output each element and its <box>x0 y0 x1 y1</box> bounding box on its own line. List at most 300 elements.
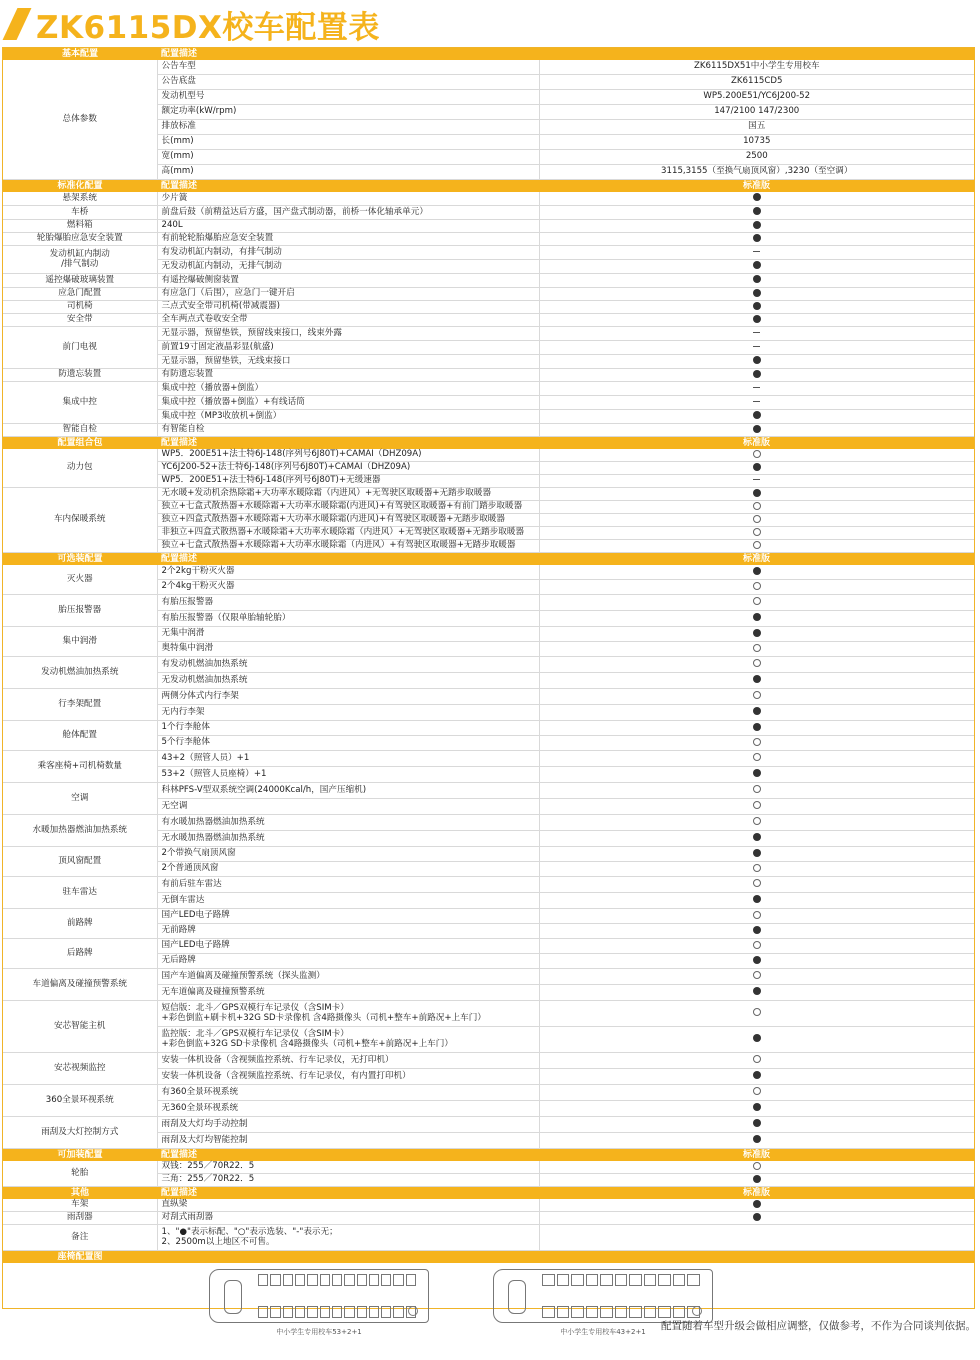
seat-row-bottom <box>258 1306 416 1318</box>
open-circle-icon <box>753 450 761 458</box>
row-description: 有智能自检 <box>157 424 539 437</box>
row-description: 科林PFS-V型双系统空调(24000Kcal/h，国产压缩机) <box>157 783 539 799</box>
row-group-label: 雨刮器 <box>3 1212 157 1225</box>
open-circle-icon <box>753 879 761 887</box>
row-group-label: 车架 <box>3 1199 157 1212</box>
dash-icon <box>753 251 760 252</box>
open-circle-icon <box>753 911 761 919</box>
row-standard-value <box>539 233 974 246</box>
open-circle-icon <box>753 582 761 590</box>
table-row <box>3 369 974 382</box>
row-standard-value <box>539 301 974 314</box>
filled-circle-icon <box>753 956 761 964</box>
row-description: 无发动机缸内制动，无排气制动 <box>157 260 539 274</box>
filled-circle-icon <box>753 356 761 364</box>
row-description: 无集中润滑 <box>157 627 539 642</box>
row-description: 无后路牌 <box>157 954 539 969</box>
row-standard-value <box>539 689 974 705</box>
row-standard-value <box>539 192 974 206</box>
row-standard-value <box>539 396 974 410</box>
row-standard-value <box>539 893 974 909</box>
open-circle-icon <box>753 753 761 761</box>
row-standard-value <box>539 369 974 382</box>
page-title <box>2 4 380 44</box>
section-std-header: 标准版 <box>539 1187 974 1200</box>
row-group-label: 防遗忘装置 <box>3 369 157 382</box>
row-standard-value: 3115,3155（至换气扇顶风窗）,3230（至空调） <box>539 165 974 180</box>
open-circle-icon <box>753 1055 761 1063</box>
row-description: 集成中控（MP3收放机+倒监） <box>157 410 539 424</box>
row-description: 1、"●"表示标配、"○"表示选装、"-"表示无； 2、2500m以上地区不可售。 <box>157 1225 539 1251</box>
row-group-label: 发动机缸内制动 /排气制动 <box>3 246 157 274</box>
table-row <box>3 314 974 327</box>
row-description: 独立+七盒式散热器+水暖除霜+大功率水暖除霜（内进风）+有驾驶区取暖器+无踏步取暖器 <box>157 540 539 553</box>
filled-circle-icon <box>753 833 761 841</box>
filled-circle-icon <box>753 302 761 310</box>
section-std-header: 标准版 <box>539 553 974 566</box>
open-circle-icon <box>753 864 761 872</box>
row-description: 三点式安全带司机椅(带减震器) <box>157 301 539 314</box>
row-description: 240L <box>157 220 539 233</box>
row-group-label: 应急门配置 <box>3 288 157 301</box>
row-description: 无倒车雷达 <box>157 893 539 909</box>
row-standard-value <box>539 595 974 611</box>
section-desc-header: 配置描述 <box>157 437 539 450</box>
row-group-label: 安芯视频监控 <box>3 1053 157 1085</box>
row-description: 有防遗忘装置 <box>157 369 539 382</box>
table-row <box>3 1117 974 1133</box>
row-description: 有胎压报警器 <box>157 595 539 611</box>
row-standard-value <box>539 642 974 657</box>
filled-circle-icon <box>753 895 761 903</box>
row-description: YC6J200-52+法士特6J-148(序列号6J80T)+CAMAⅠ（DHZ09A) <box>157 462 539 475</box>
door-icon <box>408 1306 418 1316</box>
footer-note: 配置随着车型升级会做相应调整，仅做参考，不作为合同谈判依据。 <box>661 1320 976 1332</box>
table-row <box>3 1001 974 1027</box>
table-row <box>3 751 974 767</box>
row-standard-value <box>539 206 974 220</box>
row-standard-value <box>539 540 974 553</box>
row-standard-value <box>539 341 974 355</box>
row-description: 公告底盘 <box>157 75 539 90</box>
seat-layout-caption-1: 中小学生专用校车53+2+1 <box>276 1328 362 1336</box>
dash-icon <box>753 401 760 402</box>
row-group-label: 智能自检 <box>3 424 157 437</box>
row-group-label: 备注 <box>3 1225 157 1251</box>
row-standard-value <box>539 327 974 341</box>
filled-circle-icon <box>753 1175 761 1183</box>
table-row <box>3 1053 974 1069</box>
row-standard-value <box>539 260 974 274</box>
row-description: WP5．200E51+法士特6J-148(序列号6J80T)+CAMAⅠ（DHZ09A) <box>157 449 539 462</box>
table-row <box>3 877 974 893</box>
row-description: 前置19寸固定液晶彩显(航盛) <box>157 341 539 355</box>
row-description: 2个带换气扇顶风窗 <box>157 847 539 862</box>
table-row <box>3 206 974 220</box>
table-row <box>3 1161 974 1174</box>
row-description: WP5．200E51+法士特6J-148(序列号6J80T)+无缓速器 <box>157 475 539 488</box>
table-row <box>3 288 974 301</box>
filled-circle-icon <box>753 234 761 242</box>
section-std-header: 标准版 <box>539 180 974 193</box>
row-description: 无发动机燃油加热系统 <box>157 673 539 689</box>
row-standard-value <box>539 382 974 396</box>
section-header <box>3 437 974 450</box>
filled-circle-icon <box>753 1071 761 1079</box>
filled-circle-icon <box>753 1119 761 1127</box>
table-row <box>3 939 974 954</box>
open-circle-icon <box>753 541 761 549</box>
row-description: 对刮式雨刮器 <box>157 1212 539 1225</box>
section-header <box>3 1187 974 1200</box>
row-description: 2个普通顶风窗 <box>157 862 539 877</box>
filled-circle-icon <box>753 370 761 378</box>
row-description: 有发动机缸内制动，有排气制动 <box>157 246 539 260</box>
row-group-label: 动力包 <box>3 449 157 488</box>
table-row <box>3 721 974 736</box>
filled-circle-icon <box>753 849 761 857</box>
row-description: 直纵梁 <box>157 1199 539 1212</box>
row-description: 安装一体机设备（含视频监控系统、行车记录仪，有内置打印机） <box>157 1069 539 1085</box>
row-description: 奥特集中润滑 <box>157 642 539 657</box>
row-group-label: 轮胎爆胎应急安全装置 <box>3 233 157 246</box>
section-desc-header: 配置描述 <box>157 553 539 566</box>
row-description: 2个4kg干粉灭火器 <box>157 580 539 595</box>
row-group-label: 遥控爆破玻璃装置 <box>3 274 157 288</box>
row-standard-value <box>539 611 974 627</box>
row-standard-value <box>539 783 974 799</box>
row-standard-value <box>539 475 974 488</box>
row-standard-value: ZK6115CD5 <box>539 75 974 90</box>
row-description: 安装一体机设备（含视频监控系统、行车记录仪，无打印机） <box>157 1053 539 1069</box>
row-standard-value <box>539 767 974 783</box>
row-standard-value <box>539 969 974 985</box>
section-desc-header: 配置描述 <box>157 1149 539 1162</box>
section-desc-header: 配置描述 <box>157 1187 539 1200</box>
dash-icon <box>753 346 760 347</box>
row-group-label: 水暖加热器燃油加热系统 <box>3 815 157 847</box>
table-row <box>3 969 974 985</box>
section-title: 标准化配置 <box>3 180 157 193</box>
open-circle-icon <box>753 528 761 536</box>
section-header <box>3 180 974 193</box>
section-std-header: 标准版 <box>539 1149 974 1162</box>
bus-layout-53 <box>209 1269 429 1323</box>
row-description: 雨刮及大灯均手动控制 <box>157 1117 539 1133</box>
row-standard-value <box>539 877 974 893</box>
row-standard-value <box>539 657 974 673</box>
open-circle-icon <box>753 785 761 793</box>
row-group-label: 乘客座椅+司机椅数量 <box>3 751 157 783</box>
row-group-label: 司机椅 <box>3 301 157 314</box>
row-standard-value <box>539 1199 974 1212</box>
row-standard-value <box>539 449 974 462</box>
row-standard-value <box>539 1085 974 1101</box>
row-standard-value <box>539 274 974 288</box>
row-standard-value <box>539 909 974 924</box>
row-description: 额定功率(kW/rpm) <box>157 105 539 120</box>
row-description: 无空调 <box>157 799 539 815</box>
row-description: 有360全景环视系统 <box>157 1085 539 1101</box>
row-standard-value <box>539 1053 974 1069</box>
filled-circle-icon <box>753 987 761 995</box>
filled-circle-icon <box>753 1200 761 1208</box>
row-standard-value <box>539 527 974 540</box>
row-standard-value <box>539 799 974 815</box>
section-title: 座椅配置图 <box>3 1251 157 1264</box>
table-row <box>3 1199 974 1212</box>
row-description: 全车两点式卷收安全带 <box>157 314 539 327</box>
row-group-label: 前门电视 <box>3 327 157 369</box>
filled-circle-icon <box>753 629 761 637</box>
open-circle-icon <box>753 738 761 746</box>
open-circle-icon <box>753 691 761 699</box>
row-description: 发动机型号 <box>157 90 539 105</box>
filled-circle-icon <box>753 613 761 621</box>
filled-circle-icon <box>753 1103 761 1111</box>
row-standard-value <box>539 565 974 580</box>
row-description: 53+2（照管人员座椅）+1 <box>157 767 539 783</box>
row-description: 无内行李架 <box>157 705 539 721</box>
section-header <box>3 48 974 60</box>
section-header <box>3 1251 974 1264</box>
row-standard-value <box>539 815 974 831</box>
row-group-label: 悬架系统 <box>3 192 157 206</box>
open-circle-icon <box>753 971 761 979</box>
bus-layout-43 <box>493 1269 713 1323</box>
row-standard-value: 国五 <box>539 120 974 135</box>
row-description: 有应急门（后围），应急门一键开启 <box>157 288 539 301</box>
row-description: 少片簧 <box>157 192 539 206</box>
filled-circle-icon <box>753 221 761 229</box>
row-standard-value <box>539 751 974 767</box>
row-group-label: 驻车雷达 <box>3 877 157 909</box>
open-circle-icon <box>753 502 761 510</box>
row-description: 非独立+四盒式散热器+水暖除霜+大功率水暖除霜（内进风）+无驾驶区取暖器+无踏步取暖器 <box>157 527 539 540</box>
row-group-label: 雨刮及大灯控制方式 <box>3 1117 157 1149</box>
table-row <box>3 449 974 462</box>
section-title: 配置组合包 <box>3 437 157 450</box>
seat-layout-caption-2: 中小学生专用校车43+2+1 <box>560 1328 646 1336</box>
row-standard-value: ZK6115DX51中小学生专用校车 <box>539 60 974 75</box>
table-row <box>3 1085 974 1101</box>
open-circle-icon <box>753 1087 761 1095</box>
open-circle-icon <box>753 659 761 667</box>
table-row <box>3 847 974 862</box>
row-standard-value <box>539 939 974 954</box>
row-description: 前盘后鼓（前精益达后方盛，国产盘式制动器，前桥一体化轴承单元） <box>157 206 539 220</box>
table-row <box>3 192 974 206</box>
row-group-label: 安芯智能主机 <box>3 1001 157 1053</box>
section-std-header <box>539 1251 974 1264</box>
row-description: 无水暖加热器燃油加热系统 <box>157 831 539 847</box>
row-standard-value <box>539 831 974 847</box>
row-description: 无360全景环视系统 <box>157 1101 539 1117</box>
row-standard-value <box>539 1069 974 1085</box>
row-description: 无车道偏离及碰撞预警系统 <box>157 985 539 1001</box>
dash-icon <box>753 479 760 480</box>
table-row <box>3 657 974 673</box>
filled-circle-icon <box>753 1213 761 1221</box>
filled-circle-icon <box>753 289 761 297</box>
filled-circle-icon <box>753 926 761 934</box>
section-desc-header <box>157 1251 539 1264</box>
seat-row-top <box>542 1274 700 1286</box>
row-description: 国产LED电子路牌 <box>157 909 539 924</box>
row-group-label: 空调 <box>3 783 157 815</box>
open-circle-icon <box>753 817 761 825</box>
row-description: 有发动机燃油加热系统 <box>157 657 539 673</box>
section-title: 基本配置 <box>3 48 157 60</box>
table-row <box>3 595 974 611</box>
row-standard-value <box>539 705 974 721</box>
row-standard-value <box>539 736 974 751</box>
row-description: 无显示器，预留垫铁，无线束接口 <box>157 355 539 369</box>
row-description: 独立+七盒式散热器+水暖除霜+大功率水暖除霜(内进风)+有驾驶区取暖器+有前门踏步取暖器 <box>157 501 539 514</box>
row-description: 2个2kg干粉灭火器 <box>157 565 539 580</box>
section-title: 可加装配置 <box>3 1149 157 1162</box>
row-description: 有遥控爆破侧窗装置 <box>157 274 539 288</box>
section-title: 可选装配置 <box>3 553 157 566</box>
row-description: 集成中控（播放器+倒监）+有线话筒 <box>157 396 539 410</box>
open-circle-icon <box>753 1162 761 1170</box>
dash-icon <box>753 387 760 388</box>
open-circle-icon <box>753 1008 761 1016</box>
row-description: 无显示器，预留垫铁，预留线束接口，线束外露 <box>157 327 539 341</box>
door-icon <box>692 1306 702 1316</box>
row-group-label: 安全带 <box>3 314 157 327</box>
section-desc-header: 配置描述 <box>157 180 539 193</box>
row-standard-value <box>539 1212 974 1225</box>
row-standard-value: 10735 <box>539 135 974 150</box>
filled-circle-icon <box>753 275 761 283</box>
filled-circle-icon <box>753 425 761 433</box>
row-group-label: 后路牌 <box>3 939 157 969</box>
row-standard-value <box>539 410 974 424</box>
table-row <box>3 488 974 501</box>
filled-circle-icon <box>753 675 761 683</box>
section-header <box>3 1149 974 1162</box>
row-standard-value <box>539 1174 974 1187</box>
row-description: 高(mm) <box>157 165 539 180</box>
seat-row-top <box>258 1274 416 1286</box>
row-standard-value <box>539 1027 974 1053</box>
filled-circle-icon <box>753 315 761 323</box>
row-description: 有前轮轮胎爆胎应急安全装置 <box>157 233 539 246</box>
row-description: 43+2（照管人员）+1 <box>157 751 539 767</box>
filled-circle-icon <box>753 207 761 215</box>
row-description: 独立+四盒式散热器+水暖除霜+大功率水暖除霜(内进风)+有驾驶区取暖器+无踏步取暖器 <box>157 514 539 527</box>
filled-circle-icon <box>753 1034 761 1042</box>
filled-circle-icon <box>753 261 761 269</box>
row-description: 雨刮及大灯均智能控制 <box>157 1133 539 1149</box>
row-standard-value <box>539 462 974 475</box>
row-standard-value <box>539 847 974 862</box>
row-group-label: 发动机燃油加热系统 <box>3 657 157 689</box>
row-standard-value <box>539 673 974 689</box>
row-standard-value <box>539 985 974 1001</box>
table-row <box>3 246 974 260</box>
row-standard-value <box>539 220 974 233</box>
row-description: 有水暖加热器燃油加热系统 <box>157 815 539 831</box>
seat-row-bottom <box>542 1306 700 1318</box>
row-description: 国产车道偏离及碰撞预警系统（探头监测） <box>157 969 539 985</box>
row-group-label: 集成中控 <box>3 382 157 424</box>
filled-circle-icon <box>753 723 761 731</box>
filled-circle-icon <box>753 489 761 497</box>
table-row <box>3 327 974 341</box>
row-group-label: 总体参数 <box>3 60 157 180</box>
table-row <box>3 1212 974 1225</box>
filled-circle-icon <box>753 463 761 471</box>
row-standard-value <box>539 580 974 595</box>
row-group-label: 舱体配置 <box>3 721 157 751</box>
row-standard-value <box>539 514 974 527</box>
filled-circle-icon <box>753 567 761 575</box>
row-standard-value <box>539 488 974 501</box>
row-standard-value <box>539 501 974 514</box>
row-group-label: 燃料箱 <box>3 220 157 233</box>
row-group-label: 360全景环视系统 <box>3 1085 157 1117</box>
table-row <box>3 274 974 288</box>
table-row <box>3 301 974 314</box>
filled-circle-icon <box>753 1135 761 1143</box>
row-standard-value: 2500 <box>539 150 974 165</box>
table-row <box>3 815 974 831</box>
section-std-header: 标准版 <box>539 437 974 450</box>
row-description: 1个行李舱体 <box>157 721 539 736</box>
section-desc-header: 配置描述 <box>157 48 539 60</box>
row-standard-value <box>539 288 974 301</box>
table-row <box>3 220 974 233</box>
row-description: 短信版：北斗／GPS双模行车记录仪（含SIM卡） +彩色倒监+刷卡机+32G SD卡录像机 含4路摄像头（司机+整车+前路况+上车门） <box>157 1001 539 1027</box>
filled-circle-icon <box>753 707 761 715</box>
row-group-label: 顶风窗配置 <box>3 847 157 877</box>
dash-icon <box>753 332 760 333</box>
row-description: 两侧分体式内行李架 <box>157 689 539 705</box>
row-standard-value: WP5.200E51/YC6J200-52 <box>539 90 974 105</box>
row-group-label: 车内保暖系统 <box>3 488 157 553</box>
row-description: 国产LED电子路牌 <box>157 939 539 954</box>
row-description: 无水暖+发动机余热除霜+大功率水暖除霜（内进风）+无驾驶区取暖器+无踏步取暖器 <box>157 488 539 501</box>
row-standard-value <box>539 862 974 877</box>
row-group-label: 车道偏离及碰撞预警系统 <box>3 969 157 1001</box>
page-title-text: ZK6115DX校车配置表 <box>36 9 380 46</box>
table-row <box>3 909 974 924</box>
open-circle-icon <box>753 801 761 809</box>
row-standard-value <box>539 1225 974 1251</box>
table-row <box>3 565 974 580</box>
row-standard-value <box>539 355 974 369</box>
filled-circle-icon <box>753 193 761 201</box>
row-group-label: 前路牌 <box>3 909 157 939</box>
row-standard-value <box>539 627 974 642</box>
row-standard-value: 147/2100 147/2300 <box>539 105 974 120</box>
table-row <box>3 783 974 799</box>
row-description: 5个行李舱体 <box>157 736 539 751</box>
table-row <box>3 233 974 246</box>
table-row <box>3 689 974 705</box>
row-description: 宽(mm) <box>157 150 539 165</box>
table-row <box>3 382 974 396</box>
row-group-label: 车桥 <box>3 206 157 220</box>
open-circle-icon <box>753 515 761 523</box>
row-description: 长(mm) <box>157 135 539 150</box>
table-row <box>3 1225 974 1251</box>
open-circle-icon <box>753 941 761 949</box>
row-group-label: 胎压报警器 <box>3 595 157 627</box>
row-standard-value <box>539 721 974 736</box>
